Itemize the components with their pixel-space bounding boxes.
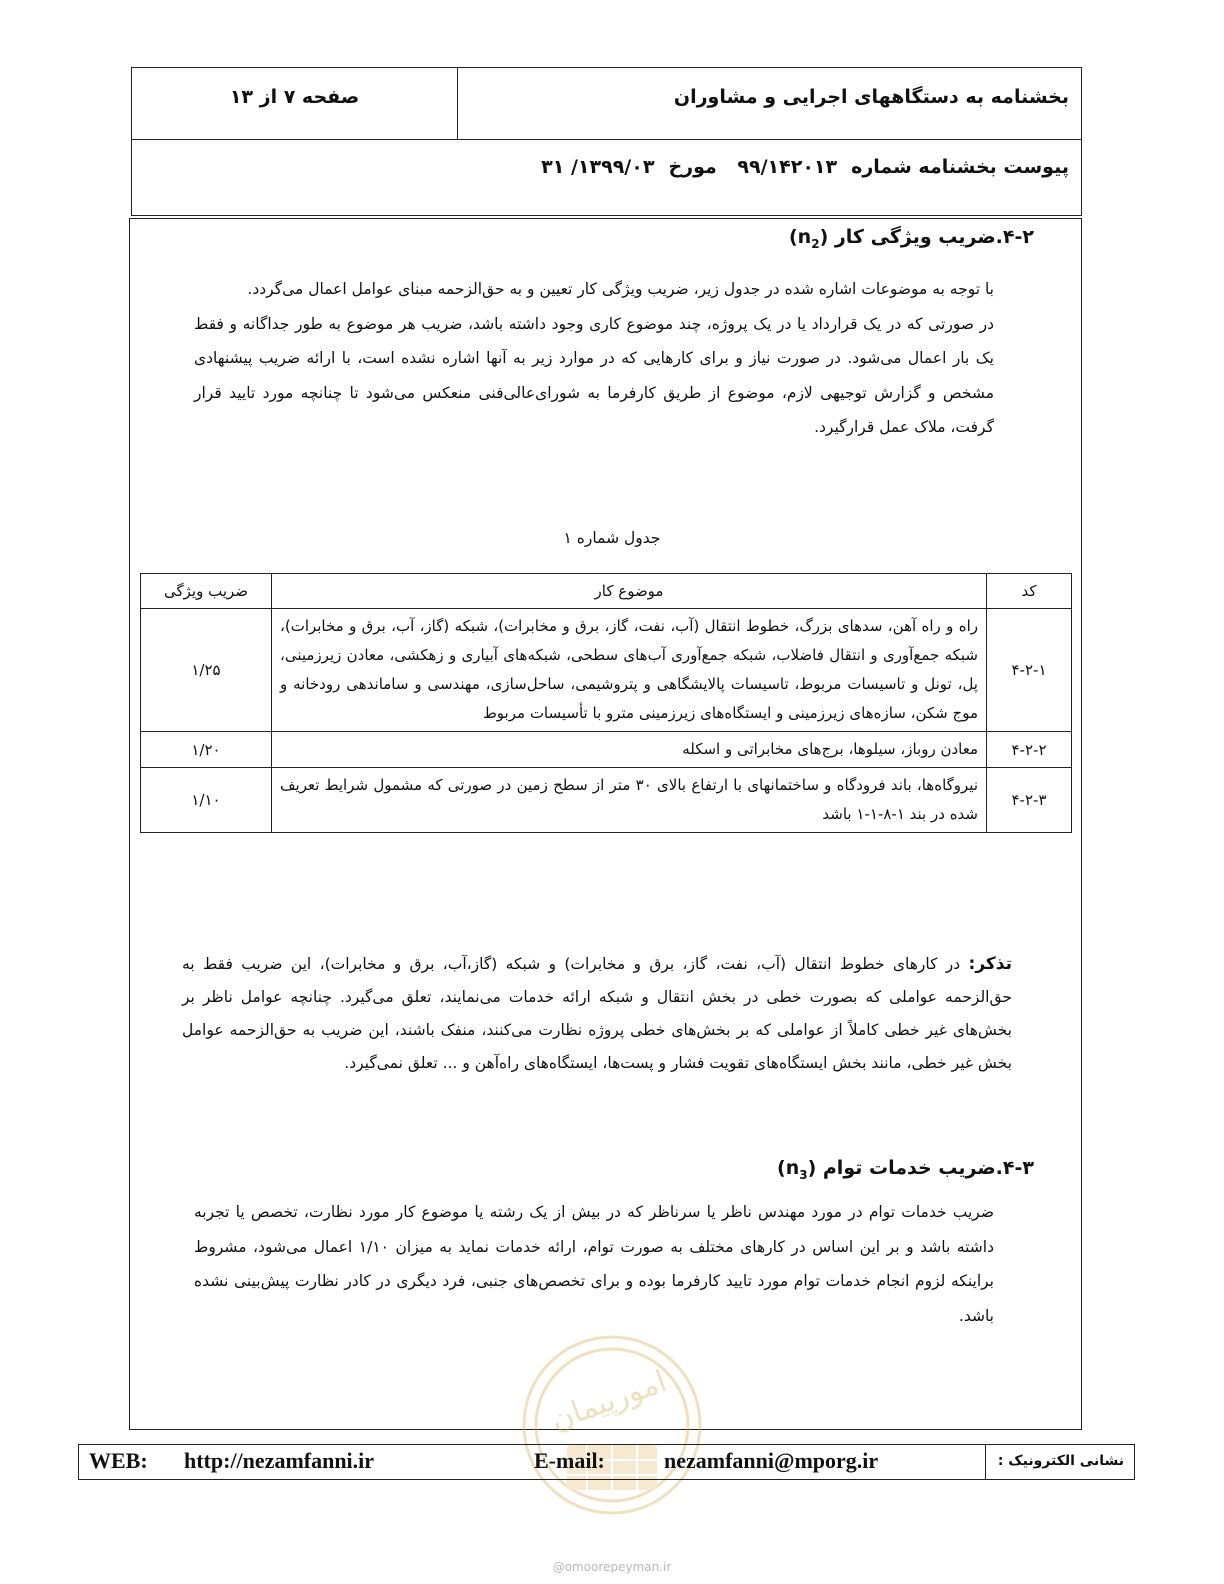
- email-label: E-mail:: [534, 1448, 605, 1473]
- watermark-logo-icon: [512, 1325, 712, 1525]
- web-label: WEB:: [89, 1448, 148, 1473]
- row-coef: ۱/۲۵: [141, 609, 272, 732]
- footer-divider: [985, 1445, 986, 1479]
- section-heading-n3: ۴-۳.ضریب خدمات توام $(n_3)$: [777, 1157, 1034, 1182]
- table-row: [141, 732, 1072, 768]
- table-row: [141, 768, 1072, 833]
- header-topic: موضوع کار: [272, 574, 987, 609]
- coefficient-table: [140, 573, 1072, 833]
- section-heading-n2: ۴-۲.ضریب ویژگی کار $(n_2)$: [788, 226, 1034, 251]
- attachment-label: پیوست بخشنامه شماره: [851, 156, 1069, 178]
- note-block: [182, 948, 1012, 1080]
- row-coef: ۱/۱۰: [141, 768, 272, 833]
- row-topic: معادن روباز، سیلوها، برج‌های مخابراتی و اسکله: [272, 732, 987, 768]
- section2-paragraph: [194, 1195, 994, 1333]
- header-title: بخشنامه به دستگاههای اجرایی و مشاوران: [673, 86, 1069, 108]
- section1-line-2: در صورتی که در یک قرارداد یا در یک پروژه، چند موضوع کاری وجود داشته باشد، ضریب هر موضوع به طور جداگانه و فقط یک بار اعمال می‌شود. در صورت نیاز و برای کارهایی که در موارد زیر به آنها اشاره نشده است، با ارائه ضریب پیشنهادی مشخص و گزارش توجیهی لازم، موضوع از طریق کارفرما به شورای‌عالی‌فنی منعکس می‌شود تا چنانچه مورد تایید قرار گرفت، ملاک عمل قرارگیرد.: [194, 314, 994, 436]
- circular-date: ۱۳۹۹/۰۳/ ۳۱: [541, 156, 655, 178]
- table-caption: جدول شماره ۱: [563, 529, 661, 547]
- footer-box: [78, 1444, 1135, 1480]
- header-coef: ضریب ویژگی: [141, 574, 272, 609]
- watermark-site: @omoorepeyman.ir: [552, 1560, 672, 1574]
- web-link[interactable]: http://nezamfanni.ir: [184, 1448, 375, 1473]
- row-code: ۴-۲-۲: [987, 732, 1072, 768]
- table-row: [141, 609, 1072, 732]
- row-code: ۴-۲-۱: [987, 609, 1072, 732]
- section2-text: ضریب خدمات توام در مورد مهندس ناظر یا سرناظر که در بیش از یک رشته یا موضوع کار مورد نظارت، تخصص یا تجربه داشته باشد و بر این اساس در کارهای مختلف به صورت توام، ارائه خدمات نماید به میزان ۱/۱۰ اعمال می‌شود، مشروط براینکه لزوم انجام خدمات توام مورد تایید کارفرما بوده و برای تخصص‌های جنبی، فرد دیگری در کادر نظارت پیش‌بینی نشده باشد.: [194, 1203, 995, 1325]
- circular-number: ۹۹/۱۴۲۰۱۳: [737, 156, 838, 178]
- note-label: تذکر:: [968, 954, 1013, 974]
- row-coef: ۱/۲۰: [141, 732, 272, 768]
- row-topic: نیروگاه‌ها، باند فرودگاه و ساختمانهای با ارتفاع بالای ۳۰ متر از سطح زمین در صورتی که مشمول شرایط تعریف شده در بند ۱-۸-۱-۱ باشد: [272, 768, 987, 833]
- attachment-line: [527, 156, 1069, 178]
- note-text: در کارهای خطوط انتقال (آب، نفت، گاز، برق و مخابرات) و شبکه (گاز،آب، برق و مخابرات)، این ضریب فقط به حق‌الزحمه عواملی که بصورت خطی در بخش انتقال و شبکه ارائه خدمات می‌نمایند، تعلق می‌گیرد. چنانچه عوامل ناظر بر بخش‌های غیر خطی کاملاً از عواملی که بر بخش‌های خطی پروژه نظارت می‌کنند، منفک باشند، این ضریب به حق‌الزحمه عوامل بخش غیر خطی، مانند بخش ایستگاه‌های تقویت فشار و پست‌ها، ایستگاه‌های راه‌آهن و ... تعلق نمی‌گیرد.: [182, 955, 1012, 1072]
- email-link[interactable]: nezamfanni@mporg.ir: [664, 1448, 879, 1473]
- table-header-row: [141, 574, 1072, 609]
- section1-line-1: با توجه به موضوعات اشاره شده در جدول زیر، ضریب ویژگی کار تعیین و به حق‌الزحمه مبنای عوامل اعمال می‌گردد.: [247, 280, 994, 298]
- row-code: ۴-۲-۳: [987, 768, 1072, 833]
- header-box: [131, 67, 1082, 140]
- electronic-address-label: نشانی الکترونیک :: [997, 1453, 1124, 1469]
- date-label: مورخ: [668, 156, 717, 178]
- section1-paragraph: [194, 272, 994, 445]
- watermark-logo-text: امورپیمان: [546, 1364, 672, 1439]
- page-number: صفحه ۷ از ۱۳: [229, 86, 360, 108]
- header-code: کد: [987, 574, 1072, 609]
- row-topic: راه و راه آهن، سدهای بزرگ، خطوط انتقال (آب، نفت، گاز، برق و مخابرات)، شبکه (گاز، آب، برق و مخابرات)، شبکه جمع‌آوری و انتقال فاضلاب، شبکه جمع‌آوری آب‌های سطحی، شبکه‌های آبیاری و زهکشی، معادن زیرزمینی، پل، تونل و تاسیسات مربوط، تاسیسات پالایشگاهی و پتروشیمی، ساحل‌سازی، مهندسی و ساماندهی رودخانه و موج شکن، سازه‌های زیرزمینی و ایستگاه‌های زیرزمینی مترو با تأسیسات مربوط: [272, 609, 987, 732]
- header-divider: [457, 68, 458, 139]
- attachment-box: [131, 140, 1082, 216]
